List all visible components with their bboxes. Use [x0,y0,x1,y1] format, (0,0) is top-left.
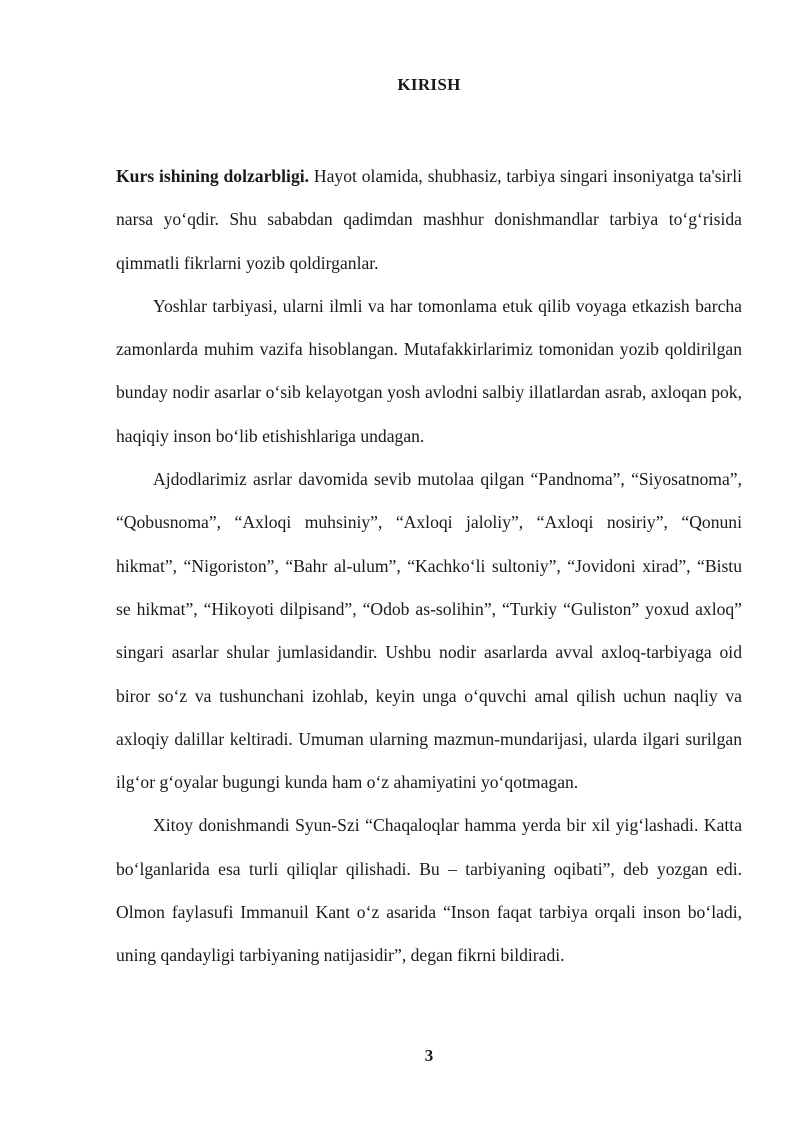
paragraph-text: Hayot olamida, shubhasiz, tarbiya singari insoniyatga ta'sirli narsa yo‘qdir. Shu sababdan qadimdan mashhur donishmandlar tarbiya to‘g‘risida qimmatli fikrlarni yozib qoldirganlar. [116,166,742,273]
paragraph-ancestral-works: Ajdodlarimiz asrlar davomida sevib mutolaa qilgan “Pandnoma”, “Siyosatnoma”, “Qobusnoma”, “Axloqi muhsiniy”, “Axloqi jaloliy”, “Axloqi nosiriy”, “Qonuni hikmat”, “Nigoriston”, “Bahr al-ulum”, “Kachko‘li sultoniy”, “Jovidoni xirad”, “Bistu se hikmat”, “Hikoyoti dilpisand”, “Odob as-solihin”, “Turkiy “Guliston” yoxud axloq” singari asarlar shular jumlasidandir. Ushbu nodir asarlarda avval axloq-tarbiyaga oid biror so‘z va tushunchani izohlab, keyin unga o‘quvchi amal qilish uchun naqliy va axloqiy dalillar keltiradi. Umuman ularning mazmun-mundarijasi, ularda ilgari surilgan ilg‘or g‘oyalar bugungi kunda ham o‘z ahamiyatini yo‘qotmagan. [116,469,742,793]
paragraph-relevance [116,155,742,285]
paragraph-philosophers: Xitoy donishmandi Syun-Szi “Chaqaloqlar hamma yerda bir xil yig‘lashadi. Katta bo‘lganlarida esa turli qiliqlar qilishadi. Bu – tarbiyaning oqibati”, deb yozgan edi. Olmon faylasufi Immanuil Kant o‘z asarida “Inson faqat tarbiya orqali inson bo‘ladi, uning qandayligi tarbiyaning natijasidir”, degan fikrni bildiradi. [116,815,742,966]
page-number: 3 [424,1046,434,1065]
paragraph-youth-education: Yoshlar tarbiyasi, ularni ilmli va har tomonlama etuk qilib voyaga etkazish barcha zamonlarda muhim vazifa hisoblangan. Mutafakkirlarimiz tomonidan yozib qoldirilgan bunday nodir asarlar o‘sib kelayotgan yosh avlodni salbiy illatlardan asrab, axloqan pok, haqiqiy inson bo‘lib etishishlariga undagan. [116,295,742,446]
page-title: KIRISH [397,75,461,94]
body-text [116,155,742,978]
paragraph-lead-heading: Kurs ishining dolzarbligi. [116,166,310,186]
